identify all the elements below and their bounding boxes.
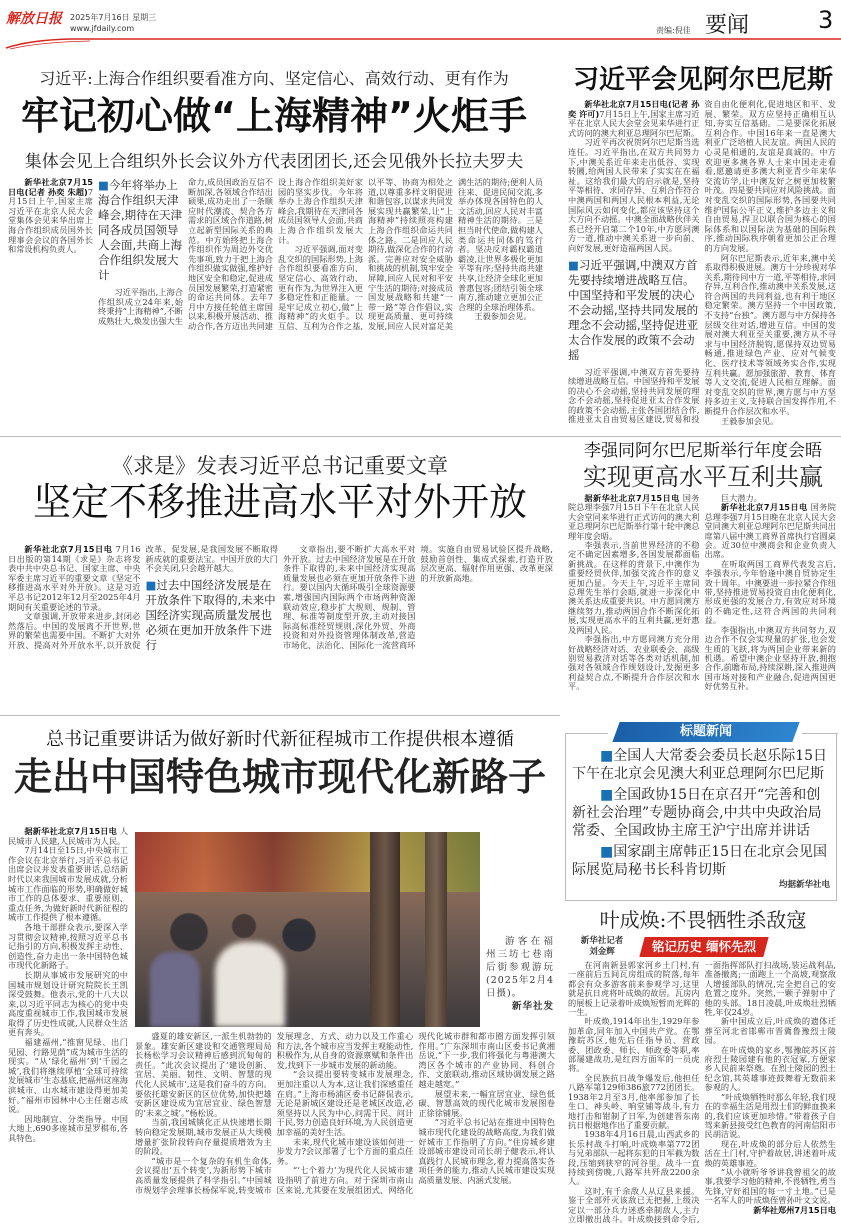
albanese-body — [568, 100, 836, 430]
paragraph: 巨大潜力。 — [720, 494, 762, 503]
paragraph: 王毅参加会见。 — [720, 415, 779, 426]
photo-caption — [486, 935, 554, 1013]
albanese-pull-quote — [568, 258, 700, 363]
city-kicker: 总书记重要讲话为做好新时代新征程城市工作提供根本遵循 — [46, 729, 514, 750]
bullet-square-icon: ■ — [600, 787, 614, 803]
sco-kicker: 习近平:上海合作组织要看准方向、坚定信心、高效行动、更有作为 — [39, 69, 509, 88]
ye-body — [568, 961, 836, 1227]
paragraph: 王毅参加会见。 — [474, 311, 532, 322]
newspaper-logo: 解放日报 — [6, 11, 62, 27]
masthead — [0, 0, 841, 60]
paragraph: 福建福州,“推窗见绿、出门见园、行路见荫”成为城市生活的现实。“从‘绿化福州’到‘千园之城’,我们将继续厚植‘全球可持续发展城市’生态基底,把福州这座海滨城市、山水城市建设得更加美好。”福州市园林中心主任谢志成说。 — [8, 1037, 128, 1115]
dateline: 新华社北京7月15日电(记者 孙奕 朱超) — [8, 178, 93, 197]
paragraph: 在叶成焕的家乡,鄂豫皖苏区首府烈士陵园建有他的衣冠冢,方便家乡人民前来祭奠。在烈士陵园的烈士纪念馆,其英雄事迹鼓舞着无数前来参观的人。 — [704, 1044, 836, 1093]
paragraph: “‘七个着力’为现代化人民城市建设指明了前进方向。对于深圳市南山区来说,尤其要在发展组团式、网络化现代化城市群和都市圈方面发挥引领作用。”广东深圳市南山区委书记黄湘岳说,“下一步,我们将强化与粤港澳大湾区各个城市的产业协同、科创合作、文旅联动,推动区域协调发展之路越走越宽。” — [276, 1032, 555, 1195]
paragraph: 7月15日上午,国家主席习近平在北京人民大会堂集体会见来华出席上海合作组织成员国外长理事会会议的各国外长和常设机构负责人。 — [8, 186, 93, 255]
city-headline: 走出中国特色城市现代化新路子 — [13, 754, 546, 799]
liqiang-headline: 实现更高水平互利共赢 — [583, 463, 823, 491]
paragraph: “会议提出要转变城市发展理念,更加注重以人为本,这让我们深感重任在肩。”上海市杨浦区委书记薛侃表示,无论是新城区建设还是老城区改造,必须坚持以人民为中心,问需于民、问计于民,努力创造良好环境,为人民创造更加幸福的美好生活。 — [276, 1069, 414, 1137]
paragraph: “从小就听爷爷讲我曾祖父的故事,我要学习他的精神,不畏牺牲,勇当先锋,守好祖国的每一寸土地。”已是一名军人的叶成焕侄曾孙叶文文说。 — [704, 1166, 836, 1206]
dateline: 新华社北京7月15日电 — [720, 502, 808, 513]
paragraph: 盛夏的雄安新区,一派生机勃勃的景象。雄安新区建设和交通管理局局长杨松学习会议精神后感到沉甸甸的责任。“此次会议提出了‘建设创新、宜居、美丽、韧性、文明、智慧的现代化人民城市’,这是我们奋斗的方向。要依托雄安新区的区位优势,加快把雄安新区建设成为宜居宜业、绿色智慧的‘未来之城’。”杨松说。 — [135, 1032, 272, 1118]
brief-item[interactable]: ■国家副主席韩正15日在北京会见国际展览局秘书长科肯切斯 — [572, 844, 828, 878]
paragraph: 国务院总理李强7月15日下午在北京人民大会堂同来华进行正式访问的澳大利亚总理阿尔巴尼斯举行第十轮中澳总理年度会晤。 — [568, 494, 700, 541]
briefs-title: 标题新闻 — [679, 724, 732, 739]
paragraph: 人民城市人民建,人民城市为人民。 — [8, 827, 128, 846]
editor-credit: 责编:倪佳 — [656, 26, 691, 35]
qiushi-body — [8, 545, 553, 707]
ye-headline: 叶成焕:不畏牺牲杀敌寇 — [599, 908, 807, 932]
sco-body — [8, 178, 543, 432]
bullet-square-icon: ■ — [145, 577, 157, 592]
brief-item[interactable]: ■全国政协15日在京召开“完善和创新社会治理”专题协商会,中共中央政治局常委、全国政协主席王沪宁出席并讲话 — [572, 787, 822, 839]
paragraph: 李强表示,当前世界经济的不稳定不确定因素增多,各国发展都面临新挑战。在这样的背景下,中澳作为重要经贸伙伴,加强交流合作的意义更加凸显。今天上午,习近平主席同总理先生举行会晤,就进一步深化中澳关系达成重要共识。中方愿同澳方继续努力,推动两国合作不断深化拓展,实现更高水平的互利共赢,更好惠及两国人民。 — [568, 540, 700, 635]
dateline: 据新华社北京7月15日电 — [584, 494, 680, 503]
paragraph: 7月15日上午,国家主席习近平在北京人民大会堂会见来华进行正式访问的澳大利亚总理阿尔巴尼斯。 — [568, 108, 700, 138]
paragraph: 在听取两国工商界代表发言后,李强表示,今年恰逢中澳自贸协定生效十周年。中澳要进一步拉紧合作纽带,坚持推进贸易投资自由化便利化,形成更强的发展合力,有效应对环境的不确定性,这符合两国的共同利益。 — [704, 558, 836, 626]
paragraph: 各地干部群众表示,要深入学习贯彻会议精神,按照习近平总书记指引的方向,积极发挥主动性、创造性,奋力走出一条中国特色城市现代化新路子。 — [8, 921, 128, 971]
byline-name: 刘金辉 — [589, 947, 615, 957]
city-photo — [135, 832, 480, 1027]
sco-headline: 牢记初心做“上海精神”火炬手 — [21, 94, 527, 138]
liqiang-kicker: 李强同阿尔巴尼斯举行年度会晤 — [584, 441, 822, 461]
paragraph: 李强指出,中澳双方共同努力,双边合作不仅会实现量的扩张,也会发生质的飞跃,将为两国企业带来新的机遇。希望中澳企业坚持开放,拥抱合作,前瞻布局,持续深耕,深入推进两国市场对接和产业融合,促进两国更好优势互补。 — [704, 624, 836, 692]
caption-text: 游客在福州三坊七巷南后街参观游玩(2025年2月4日摄)。 — [486, 936, 554, 999]
paragraph: 文章强调,开放带来进步,封闭必然落后。中国的发展离不开世界,世界的繁荣也需要中国。不断扩大对外开放、提高对外开放水平,以开放促改革、促发展,是我国发展不断取得新成就的重要法宝。中国开放的大门不会关闭,只会越开越大。 — [8, 545, 278, 650]
divider — [0, 436, 841, 437]
pull-quote-text: 今年将举办上海合作组织天津峰会,期待在天津同各成员国领导人会面,共商上海合作组织发展大计 — [98, 178, 183, 282]
paragraph: “习近平总书记站在推进中国特色城市现代化建设的战略高度,为我们做好城市工作指明了方向。”住房城乡建设部城市建设司司长胡子健表示,将认真践行人民城市理念,着力提高落实各项任务的能力,推动人民城市建设实现高质量发展、内涵式发展。 — [418, 1117, 555, 1185]
paragraph: 现在,叶成焕的部分后人依然生活在土门村,守护着故居,讲述着叶成焕的英雄事迹。 — [704, 1138, 836, 1168]
paragraph: 当前,我国城镇化正从快速增长期转向稳定发展期,城市发展正从大规模增量扩张阶段转向存量提质增效为主的阶段。 — [135, 1117, 272, 1157]
brief-item[interactable]: ■全国人大常委会委员长赵乐际15日下午在北京会见澳大利亚总理阿尔巴尼斯 — [572, 748, 828, 782]
paragraph: 全民族抗日战争爆发后,他担任八路军第129师386旅772团团长。1938年2月至3月,他率部参加了长生口、神头岭、响堂铺等战斗,有力地打击和钳制了日军,为创建晋东南抗日根据地作出了重要贡献。 — [568, 1072, 700, 1130]
paragraph: 因地制宜、分类指导。中国大地上,690多座城市星罗棋布,各具特色。 — [8, 1113, 128, 1143]
dateline: 新华社北京7月15日电(记者 孙奕 许可) — [568, 100, 700, 119]
byline-org: 新华社记者 — [580, 936, 624, 946]
series-banner-text: 铭记历史 缅怀先烈 — [651, 939, 757, 954]
header-swoosh-line — [0, 36, 841, 50]
byline — [572, 936, 632, 958]
bullet-square-icon: ■ — [568, 257, 579, 272]
paragraph: 7月14日至15日,中央城市工作会议在北京举行,习近平总书记出席会议并发表重要讲话,总结新时代以来我国城市发展成就,分析城市工作面临的形势,明确做好城市工作的总体要求、重要原则、重点任务,为做好新时代新征程的城市工作提供了根本遵循。 — [8, 845, 128, 923]
paragraph: 新中国成立后,叶成焕的遗体迁葬至河北省邯郸市晋冀鲁豫烈士陵园。 — [704, 1016, 836, 1046]
bullet-square-icon: ■ — [600, 844, 614, 860]
dateline: 新华社北京7月15日电 — [24, 545, 113, 554]
paragraph: 国务院总理李强7月15日晚在北京人民大会堂同澳大利亚总理阿尔巴尼斯共同出席第八届中澳工商界首席执行官圆桌会。近30位中澳商会和企业负责人出席。 — [704, 502, 836, 560]
bullet-square-icon: ■ — [600, 748, 614, 764]
qiushi-headline: 坚定不移推进高水平对外开放 — [32, 480, 527, 524]
paragraph: “城市是一个复杂的有机生命体,会议提出‘五个转变’,为新形势下城市高质量发展提供了科学指引。”中国城市规划学会理事长杨保军说,转变城市发展理念、方式、动力以及工作重心和方法,各个城市应当发挥主观能动性,积极作为,从自身的资源禀赋和条件出发,找到下一步城市发展的新动能。 — [135, 1032, 414, 1195]
paragraph: 李强指出,中方愿同澳方充分用好战略经济对话、农业联委会、高级别贸易救济对话等各类对话机制,加强对各领域合作规划设计,发掘更多利益契合点,不断提升合作层次和水平。 — [568, 634, 700, 692]
paragraph: 文章指出,要不断扩大高水平对外开放。过去中国经济发展是在开放条件下取得的,未来中国经济实现高质量发展也必须在更加开放条件下进行。要以国内大循环吸引全球资源要素,增强国内国际两个市场两种资源联动效应,稳步扩大规则、规制、管理、标准等制度型开放,主动对接国际高标准经贸规则,深化外贸、外商投资和对外投资管理体制改革,营造市场化、法治化、国际化一流营商环境。实施自由贸易试验区提升战略,鼓励首创性、集成式探索,打造开放层次更高、辐射作用更强、改革更深的开放新高地。 — [283, 545, 553, 650]
paragraph: 在河南新县郭家河乡土门村,有一座前后五间瓦房组成的院落,每年都会有众多游客前来参观学习,这里就是抗日虎将叶成焕的故居。瓦房内的展板上记录着叶成焕短暂而光辉的一生。 — [568, 961, 700, 1018]
albanese-headline: 习近平会见阿尔巴尼斯 — [572, 65, 833, 95]
paragraph: 1938年4月16日晨,山西武乡的长乐村战斗打响,叶成焕率第772团与兄弟部队一起将东犯的日军截为数段,压缩到狭窄的河谷里。战斗一直持续到傍晚,八路军共歼敌2200余人。 — [568, 1129, 700, 1187]
bullet-square-icon: ■ — [98, 178, 109, 192]
dateline: 据新华社北京7月15日电 — [24, 827, 118, 836]
paragraph: 展望未来,一幅宜居宜业、绿色低碳、智慧高效的现代化城市发展图卷正徐徐铺展。 — [418, 1088, 555, 1118]
photo-credit: 新华社发 — [511, 1001, 554, 1012]
website-url[interactable]: www.jfdaily.com — [70, 24, 135, 33]
paragraph: 未来,现代化城市建设该如何进一步发力?会议部署了七个方面的重点任务。 — [276, 1136, 414, 1166]
sco-deck: 集体会见上合组织外长会议外方代表团团长,还会见俄外长拉夫罗夫 — [24, 152, 524, 172]
briefs-source: 均据新华社电 — [778, 880, 830, 890]
pull-quote-text: 过去中国经济发展是在开放条件下取得的,未来中国经济实现高质量发展也必须在更加开放条件下进行 — [145, 577, 276, 652]
page-number: 3 — [818, 6, 834, 34]
issue-date: 2025年7月16日 星期三 — [70, 13, 157, 22]
ye-dateline: 新华社郑州7月15日电 — [753, 1204, 836, 1215]
paragraph: 习近平强调,中澳双方首先要持续增进战略互信。中国坚持和平发展的决心不会动摇,坚持共同发展的理念不会动摇,坚持促进亚太合作发展的政策不会动摇,主张各国团结合作,推进亚太自由贸易区建设,贸易和投资自由化便利化,促进地区和平、发展、繁荣。双方应坚持正确相互认知,夯实互信基础。二是要深化拓展互利合作。中国16年来一直是澳大利亚广泛培植人民友谊。两国人民的心灵是相通的,友谊是真诚的。中方欢迎更多澳各界人士来中国走走看看,愿邀请更多澳大利亚青少年来华交流访学,让中澳友好之树更加枝繁叶茂。四是要共同应对风险挑战。面对变乱交织的国际形势,各国要共同维护国际公平正义,维护多边主义和自由贸易,捍卫以联合国为核心的国际体系和以国际法为基础的国际秩序,推动国际秩序朝着更加公正合理的方向发展。 — [568, 100, 836, 425]
paragraph: 习近平指出,上海合作组织成立24年来,始终秉持“上海精神”,不断成熟壮大,焕发出强大生命力,成员国政治互信不断加深,各领域合作结出硕果,成功走出了一条顺应时代潮流、契合各方需求的区域合作道路,树立起新型国际关系的典范。中方始终把上海合作组织作为周边外交优先事项,致力于把上海合作组织做实做强,维护好地区安全和稳定,促进成员国发展繁荣,打造紧密的命运共同体。去年7月中方接任轮值主席国以来,积极开展活动、推动合作,各方迈出共同建设上海合作组织美好家园的坚实步伐。今年将举办上海合作组织天津峰会,我期待在天津同各成员国领导人会面,共商上海合作组织发展大计。 — [98, 178, 363, 331]
city-body-col1 — [8, 827, 128, 1226]
paragraph: 7月16日出版的第14期《求是》杂志将发表中共中央总书记、国家主席、中央军委主席习近平的重要文章《坚定不移推进高水平对外开放》。这是习近平总书记2012年12月至2025年4月期间有关重要论述的节录。 — [8, 545, 141, 612]
paragraph: 这时,有千余敌人从辽县来援。鉴于全部歼灭该敌已无把握,上级决定以一部分兵力迷惑牵制敌人,主力立即撤出战斗。叶成焕接到命令后,一面指挥部队打扫战场,装运战利品,准备撤离;一面跑上一个高坡,观察敌人增援部队的情况,完全把自己的安危置之度外。突然,一颗子弹射中了他的头部。18日凌晨,叶成焕壮烈牺牲,年仅24岁。 — [568, 961, 836, 1224]
paragraph: 叶成焕,1914年出生,1929年参加革命,同年加入中国共产党。在鄂豫皖苏区,他先后任指导员、营政委、团政委、师长、师政委等职,率部屡建战功,是红四方面军的一员虎将。 — [568, 1016, 700, 1074]
pull-quote-text: 习近平强调,中澳双方首先要持续增进战略互信。中国坚持和平发展的决心不会动摇,坚持共同发展的理念不会动摇,坚持促进亚太合作发展的政策不会动摇 — [568, 257, 699, 362]
liqiang-body — [568, 494, 836, 712]
paragraph: 阿尔巴尼斯表示,近年来,澳中关系取得积极进展。澳方十分珍视对华关系,期待同中方一道,平等相待,求同存异,互利合作,推动澳中关系发展,这符合两国的共同利益,也有利于地区稳定繁荣。澳方坚持一个中国政策,不支持“台独”。澳方愿与中方保持各层级交往对话,增进互信。中国的发展对澳大利亚至关重要,澳方从不寻求与中国经济脱钩,愿保持双边贸易畅通,推进绿色产业、应对气候变化、医疗技术等领域务实合作,实现互利共赢。愿加强旅游、教育、体育等人文交流,促进人民相互理解。面对变乱交织的世界,澳方愿与中方坚持多边主义,支持联合国发挥作用,不断提升合作层次和水平。 — [704, 252, 836, 416]
city-body-cols — [135, 1032, 555, 1226]
divider — [0, 715, 560, 716]
qiushi-pull-quote — [146, 578, 279, 653]
paragraph: “叶成焕牺牲时那么年轻,我们现在的幸福生活是用烈士们的鲜血换来的,我们应该更加珍惜。”带着孩子自驾来新县接受红色教育的河南信阳市民胡洁说。 — [704, 1091, 836, 1140]
section-name: 要闻 — [705, 13, 750, 38]
sco-pull-quote — [98, 178, 183, 283]
qiushi-kicker: 《求是》发表习近平总书记重要文章 — [112, 454, 448, 478]
paragraph: 长期从事城市发展研究的中国城市规划设计研究院院长王凯深受鼓舞。他表示,党的十八大以来,以习近平同志为核心的党中央高度重视城市工作,我国城市发展取得了历史性成就,人民群众生活更有奔头。 — [8, 969, 128, 1038]
paragraph: 习近平强调,面对变乱交织的国际形势,上海合作组织要看准方向、坚定信心、高效行动、更有作为,为世界注入更多稳定性和正能量。一是牢记成立初心,做“上海精神”的火炬手。以互信、互利为合作之基,以平等、协商为相处之道,以尊重多样文明促进和谐包容,以谋求共同发展实现共赢繁荣,让“上海精神”持续照亮构建上海合作组织命运共同体之路。二是回应人民期待,做深化合作的行动派。完善应对安全威胁和挑战的机制,筑牢安全屏障,回应人民对和平安宁生活的期待;对接成员国发展战略和共建“一带一路”等合作倡议,实现更高质量、更可持续发展,回应人民对富足美满生活的期待;便利人员往来、促进民间交流,多举办体现各国特色的人文活动,回应人民对丰富精神生活的期待。三是担当时代使命,做构建人类命运共同体的笃行者。坚决反对霸权霸道霸凌,让世界多极化更加平等有序;坚持共商共建共享,让经济全球化更加普惠包容;团结引领全球南方,推动建立更加公正合理的全球治理体系。 — [278, 178, 543, 331]
headline-news-box — [565, 724, 837, 901]
paragraph: 习近平再次祝贺阿尔巴尼斯当选连任。习近平指出,在双方共同努力下,中澳关系近年来走出低谷、实现转圜,给两国人民带来了实实在在福祉。这给我们最大的启示就是,坚持平等相待、求同存异、互利合作符合中澳两国和两国人民根本利益,无论国际风云如何变化,都应该坚持这个大方向不动摇。中澳全面战略伙伴关系已经开启第二个10年,中方愿同澳方一道,推动中澳关系进一步向前、向好发展,更好造福两国人民。 — [568, 137, 700, 253]
